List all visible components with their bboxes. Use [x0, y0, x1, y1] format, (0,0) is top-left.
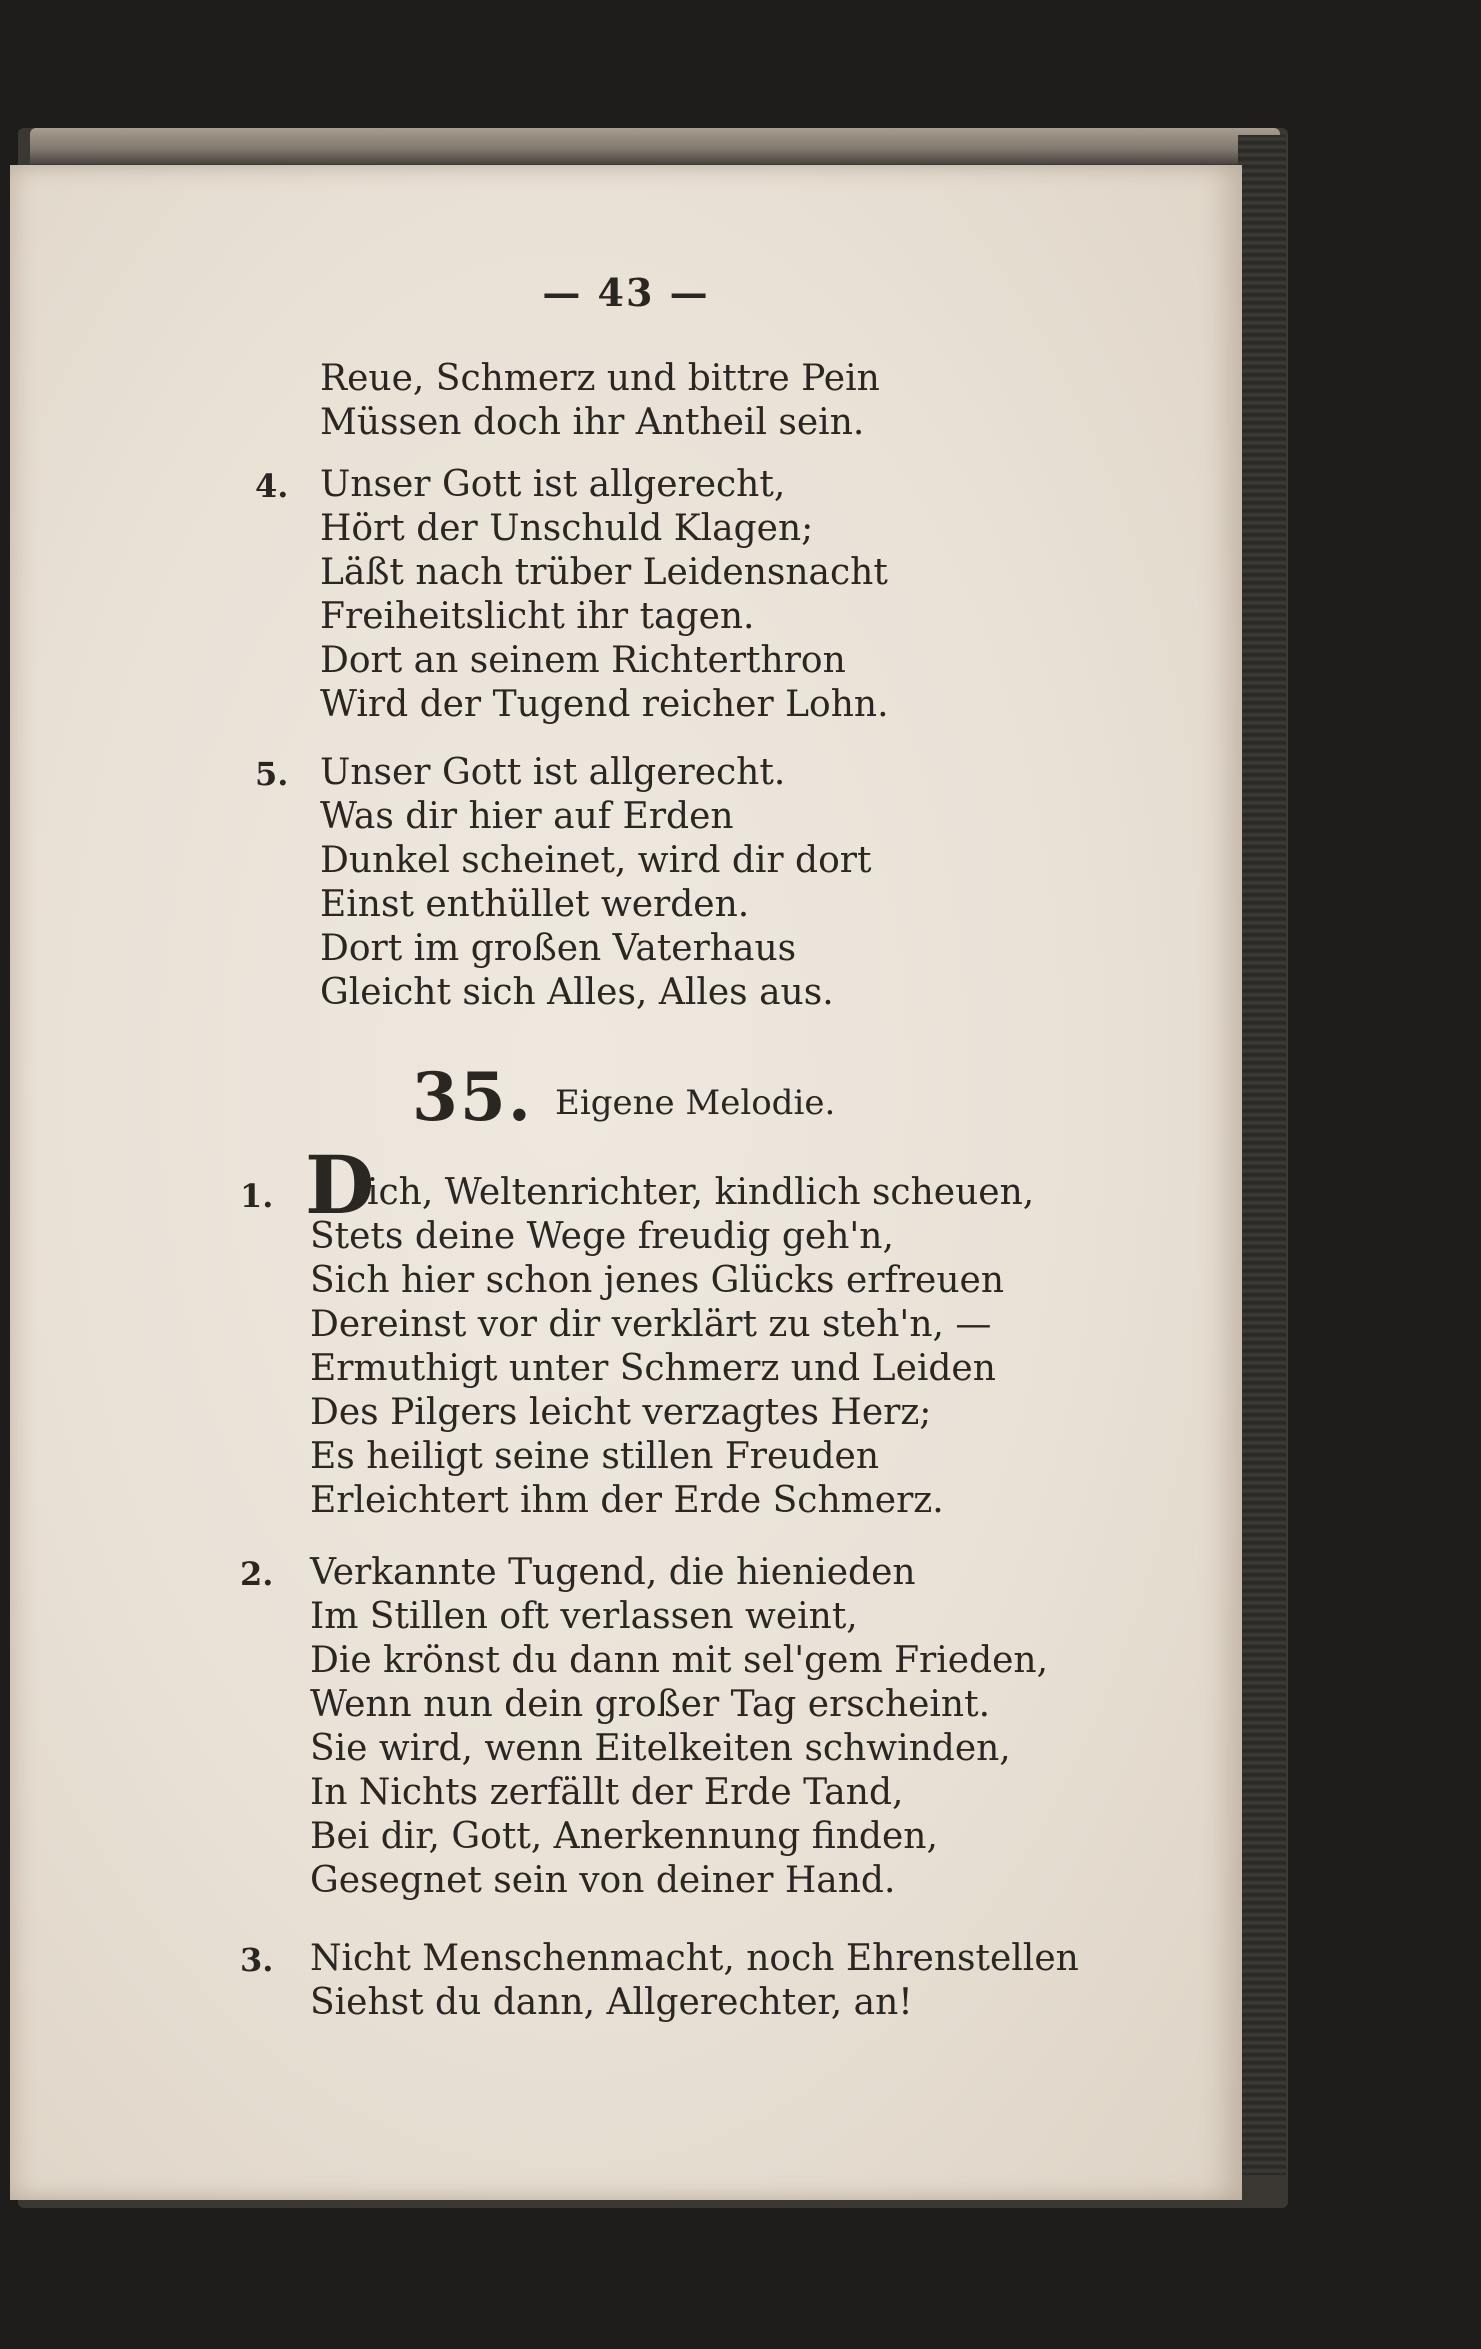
verse-line: Unser Gott ist allgerecht, — [320, 464, 786, 505]
verse-line: Gesegnet sein von deiner Hand. — [310, 1860, 896, 1901]
verse-line: Reue, Schmerz und bittre Pein — [320, 358, 880, 399]
verse-line: Siehst du dann, Allgerechter, an! — [310, 1982, 913, 2023]
verse-number: 4. — [255, 467, 289, 505]
verse-line: Bei dir, Gott, Anerkennung finden, — [310, 1816, 938, 1857]
verse-number: 5. — [255, 755, 289, 793]
cover-spine-edge — [1238, 135, 1286, 2175]
verse-line: ich, Weltenrichter, kindlich scheuen, — [367, 1172, 1035, 1213]
verse-number: 2. — [240, 1555, 274, 1593]
verse-line: Sie wird, wenn Eitelkeiten schwinden, — [310, 1728, 1011, 1769]
verse-line: Des Pilgers leicht verzagtes Herz; — [310, 1392, 932, 1433]
verse-line: Wird der Tugend reicher Lohn. — [320, 684, 889, 725]
drop-cap: D — [305, 1138, 375, 1232]
verse-line: Unser Gott ist allgerecht. — [320, 752, 786, 793]
verse-line: In Nichts zerfällt der Erde Tand, — [310, 1772, 904, 1813]
hymn-melody: Eigene Melodie. — [555, 1083, 836, 1123]
verse-line: Stets deine Wege freudig geh'n, — [310, 1216, 894, 1257]
verse-line: Hört der Unschuld Klagen; — [320, 508, 814, 549]
hymn-number: 35. — [412, 1058, 533, 1136]
verse-line: Im Stillen oft verlassen weint, — [310, 1596, 858, 1637]
verse-line: Sich hier schon jenes Glücks erfreuen — [310, 1260, 1005, 1301]
verse-line: Erleichtert ihm der Erde Schmerz. — [310, 1480, 944, 1521]
verse-line: Gleicht sich Alles, Alles aus. — [320, 972, 834, 1013]
page-number: — 43 — — [542, 270, 710, 315]
verse-line: Was dir hier auf Erden — [320, 796, 734, 837]
verse-line: Dort im großen Vaterhaus — [320, 928, 797, 969]
verse-line: Die krönst du dann mit sel'gem Frieden, — [310, 1640, 1049, 1681]
verse-line: Einst enthüllet werden. — [320, 884, 750, 925]
verse-number: 1. — [240, 1177, 274, 1215]
verse-line: Läßt nach trüber Leidensnacht — [320, 552, 888, 593]
verse-line: Ermuthigt unter Schmerz und Leiden — [310, 1348, 996, 1389]
verse-line: Verkannte Tugend, die hienieden — [310, 1552, 916, 1593]
verse-line: Dort an seinem Richterthron — [320, 640, 846, 681]
verse-line: Nicht Menschenmacht, noch Ehrenstellen — [310, 1938, 1079, 1979]
verse-number: 3. — [240, 1941, 274, 1979]
verse-line: Freiheitslicht ihr tagen. — [320, 596, 755, 637]
verse-line: Dereinst vor dir verklärt zu steh'n, — — [310, 1304, 992, 1345]
verse-line: Dunkel scheinet, wird dir dort — [320, 840, 872, 881]
verse-line: Müssen doch ihr Antheil sein. — [320, 402, 865, 443]
book-page — [10, 165, 1242, 2200]
cover-top-edge — [30, 128, 1280, 164]
verse-line: Wenn nun dein großer Tag erscheint. — [310, 1684, 991, 1725]
verse-line: Es heiligt seine stillen Freuden — [310, 1436, 880, 1477]
